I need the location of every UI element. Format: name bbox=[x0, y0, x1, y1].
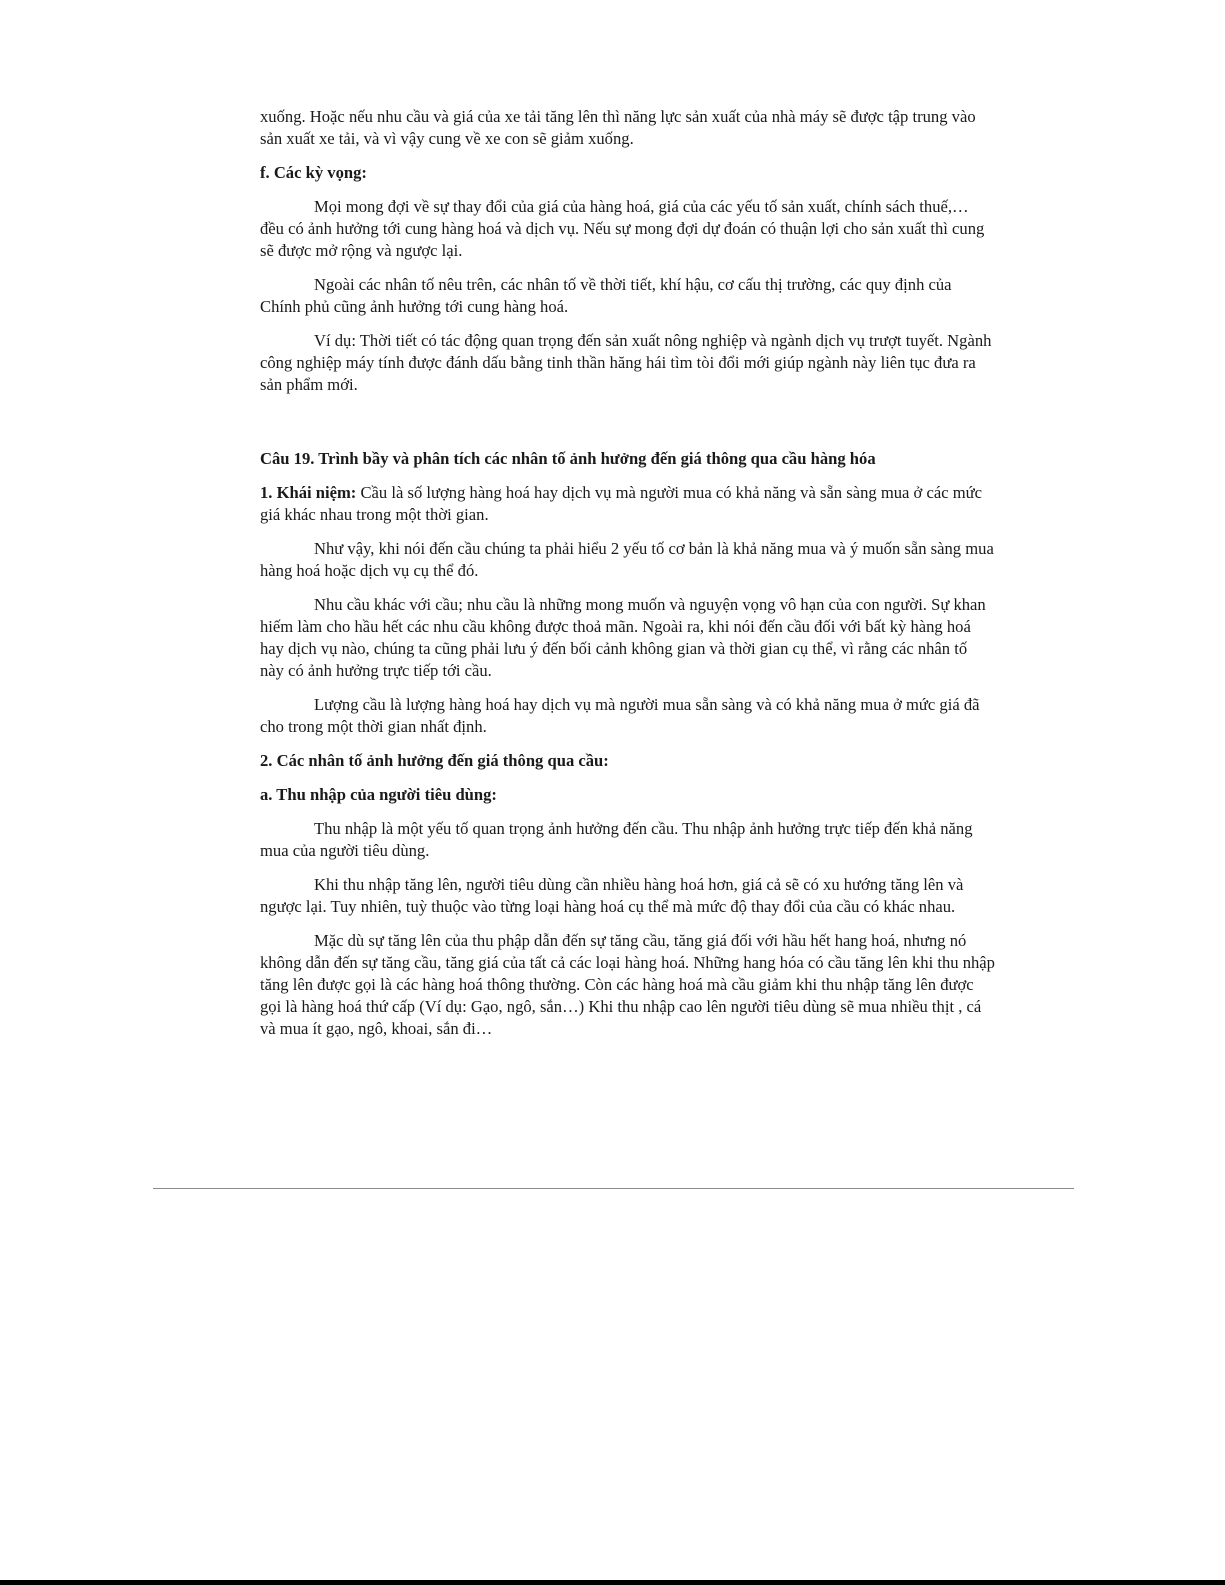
paragraph-example-weather: Ví dụ: Thời tiết có tác động quan trọng đến sản xuất nông nghiệp và ngành dịch vụ trượt tuyết. Ngành công nghiệp máy tính được đánh dấu bằng tinh thần hăng hái tìm tòi đổi mới giúp ngành này liên tục đưa ra sản phẩm mới. bbox=[260, 331, 992, 394]
paragraph-income-increase: Khi thu nhập tăng lên, người tiêu dùng cần nhiều hàng hoá hơn, giá cả sẽ có xu hướng tăng lên và ngược lại. Tuy nhiên, tuỳ thuộc vào từng loại hàng hoá cụ thể mà mức độ thay đổi của cầu có khác nhau. bbox=[260, 875, 964, 916]
question-19-title: Câu 19. Trình bầy và phân tích các nhân tố ảnh hưởng đến giá thông qua cầu hàng hóa bbox=[260, 449, 876, 468]
bottom-edge bbox=[0, 1580, 1225, 1585]
paragraph-supply-shift: xuống. Hoặc nếu nhu cầu và giá của xe tải tăng lên thì năng lực sản xuất của nhà máy sẽ được tập trung vào sản xuất xe tải, và vì vậy cung về xe con sẽ giảm xuống. bbox=[260, 107, 976, 148]
paragraph-expectations: Mọi mong đợi về sự thay đổi của giá của hàng hoá, giá của các yếu tố sản xuất, chính sách thuế,… đều có ảnh hưởng tới cung hàng hoá và dịch vụ. Nếu sự mong đợi dự đoán có thuận lợi cho sản xuất thì cung sẽ được mở rộng và ngược lại. bbox=[260, 197, 985, 260]
document-page bbox=[260, 106, 995, 1052]
definition-label: 1. Khái niệm: bbox=[260, 483, 357, 502]
paragraph-other-factors: Ngoài các nhân tố nêu trên, các nhân tố về thời tiết, khí hậu, cơ cấu thị trường, các quy định của Chính phủ cũng ảnh hưởng tới cung hàng hoá. bbox=[260, 275, 952, 316]
paragraph-definition bbox=[260, 482, 995, 526]
paragraph-two-factors: Như vậy, khi nói đến cầu chúng ta phải hiểu 2 yếu tố cơ bản là khả năng mua và ý muốn sẵn sàng mua hàng hoá hoặc dịch vụ cụ thể đó. bbox=[260, 539, 994, 580]
paragraph-quantity-demanded: Lượng cầu là lượng hàng hoá hay dịch vụ mà người mua sẵn sàng và có khả năng mua ở mức giá đã cho trong một thời gian nhất định. bbox=[260, 695, 980, 736]
heading-expectations: f. Các kỳ vọng: bbox=[260, 163, 367, 182]
heading-demand-factors: 2. Các nhân tố ảnh hưởng đến giá thông qua cầu: bbox=[260, 751, 609, 770]
page-divider bbox=[153, 1188, 1074, 1189]
paragraph-income-importance: Thu nhập là một yếu tố quan trọng ảnh hưởng đến cầu. Thu nhập ảnh hưởng trực tiếp đến khả năng mua của người tiêu dùng. bbox=[260, 819, 973, 860]
heading-consumer-income: a. Thu nhập của người tiêu dùng: bbox=[260, 785, 497, 804]
paragraph-normal-inferior-goods: Mặc dù sự tăng lên của thu phập dẫn đến sự tăng cầu, tăng giá đối với hầu hết hang hoá, nhưng nó không dẫn đến sự tăng cầu, tăng giá của tất cả các loại hàng hoá. Những hang hóa có cầu tăng lên khi thu nhập tăng lên được gọi là các hàng hoá thông thường. Còn các hàng hoá mà cầu giảm khi thu nhập tăng lên được gọi là hàng hoá thứ cấp (Ví dụ: Gạo, ngô, sắn…) Khi thu nhập cao lên người tiêu dùng sẽ mua nhiều thịt , cá và mua ít gạo, ngô, khoai, sắn đi… bbox=[260, 931, 995, 1038]
paragraph-needs-vs-demand: Nhu cầu khác với cầu; nhu cầu là những mong muốn và nguyện vọng vô hạn của con người. Sự khan hiếm làm cho hầu hết các nhu cầu không được thoả mãn. Ngoài ra, khi nói đến cầu đối với bất kỳ hàng hoá hay dịch vụ nào, chúng ta cũng phải lưu ý đến bối cảnh không gian và thời gian cụ thể, vì rằng các nhân tố này có ảnh hưởng trực tiếp tới cầu. bbox=[260, 595, 986, 680]
definition-text: Cầu là số lượng hàng hoá hay dịch vụ mà người mua có khả năng và sẵn sàng mua ở các mức giá khác nhau trong một thời gian. bbox=[260, 483, 982, 524]
